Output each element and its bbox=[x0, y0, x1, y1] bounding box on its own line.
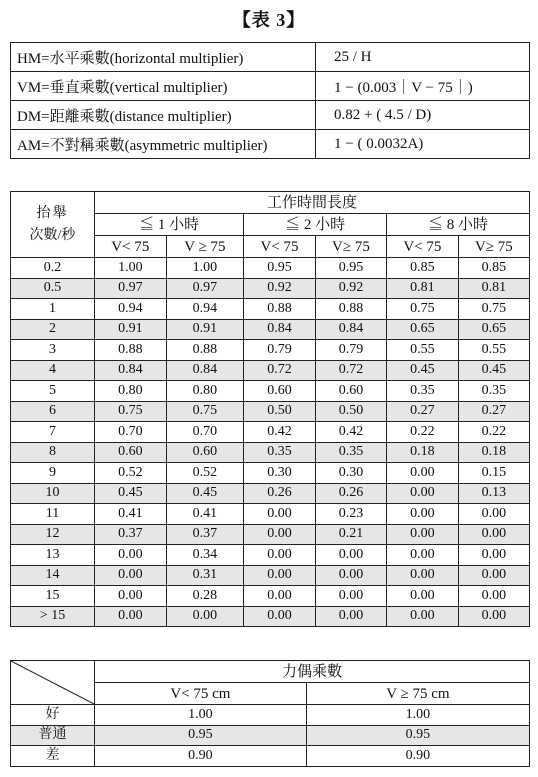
table-cell: 0.42 bbox=[315, 422, 386, 443]
row-label: 1 bbox=[11, 299, 95, 320]
table-cell: 0.55 bbox=[458, 340, 529, 361]
table-row bbox=[11, 422, 530, 443]
column-header: V≥ 75 bbox=[315, 236, 386, 258]
table-row bbox=[11, 340, 530, 361]
table-row bbox=[11, 725, 530, 746]
column-header: V< 75 bbox=[387, 236, 459, 258]
row-label: 3 bbox=[11, 340, 95, 361]
table-cell: 0.00 bbox=[244, 586, 316, 607]
table-cell: 0.37 bbox=[95, 524, 167, 545]
table-cell: 0.45 bbox=[458, 360, 529, 381]
table-cell: 0.00 bbox=[458, 524, 529, 545]
row-label: 7 bbox=[11, 422, 95, 443]
column-header: V≥ 75 bbox=[458, 236, 529, 258]
table-cell: 0.41 bbox=[166, 504, 244, 525]
row-label: 5 bbox=[11, 381, 95, 402]
table-cell: 0.22 bbox=[458, 422, 529, 443]
table-cell: 0.80 bbox=[166, 381, 244, 402]
table-cell: 0.00 bbox=[387, 545, 459, 566]
table-row bbox=[11, 360, 530, 381]
table-cell: 0.97 bbox=[166, 278, 244, 299]
duration-header: ≦ 2 小時 bbox=[244, 214, 387, 236]
row-label: 13 bbox=[11, 545, 95, 566]
table-row bbox=[11, 606, 530, 627]
table-row bbox=[11, 545, 530, 566]
row-label: 15 bbox=[11, 586, 95, 607]
table-cell: 0.81 bbox=[387, 278, 459, 299]
table-cell: 1.00 bbox=[306, 705, 529, 726]
table-cell: 0.88 bbox=[166, 340, 244, 361]
multiplier-name: HM=水平乘數(horizontal multiplier) bbox=[11, 43, 316, 72]
table-cell: 0.95 bbox=[95, 725, 307, 746]
table-cell: 0.75 bbox=[166, 401, 244, 422]
table-cell: 0.42 bbox=[244, 422, 316, 443]
diagonal-line bbox=[11, 661, 94, 704]
table-cell: 0.22 bbox=[387, 422, 459, 443]
column-header: V ≥ 75 bbox=[166, 236, 244, 258]
table-cell: 0.55 bbox=[387, 340, 459, 361]
row-header-line-1: 抬舉 bbox=[36, 205, 69, 221]
table-cell: 0.80 bbox=[95, 381, 167, 402]
table-cell: 0.65 bbox=[387, 319, 459, 340]
row-label: 14 bbox=[11, 565, 95, 586]
table-cell: 0.30 bbox=[315, 463, 386, 484]
table-cell: 0.00 bbox=[387, 606, 459, 627]
table-cell: 0.27 bbox=[387, 401, 459, 422]
table-cell: 0.65 bbox=[458, 319, 529, 340]
table-cell: 0.18 bbox=[387, 442, 459, 463]
table-cell: 0.94 bbox=[166, 299, 244, 320]
multiplier-name: AM=不對稱乘數(asymmetric multiplier) bbox=[11, 130, 316, 159]
frequency-multiplier-table bbox=[10, 191, 530, 627]
table-cell: 0.79 bbox=[244, 340, 316, 361]
table-cell: 0.88 bbox=[95, 340, 167, 361]
table-cell: 1.00 bbox=[95, 705, 307, 726]
table-cell: 0.41 bbox=[95, 504, 167, 525]
table-cell: 0.92 bbox=[315, 278, 386, 299]
table-cell: 0.45 bbox=[166, 483, 244, 504]
row-label: 12 bbox=[11, 524, 95, 545]
row-header-line-2: 次數/秒 bbox=[29, 227, 76, 243]
table-cell: 0.94 bbox=[95, 299, 167, 320]
table-cell: 0.00 bbox=[95, 565, 167, 586]
table-cell: 0.95 bbox=[244, 258, 316, 279]
table-cell: 0.00 bbox=[387, 524, 459, 545]
table-cell: 0.95 bbox=[315, 258, 386, 279]
table-cell: 0.00 bbox=[166, 606, 244, 627]
row-label: 10 bbox=[11, 483, 95, 504]
table-cell: 0.91 bbox=[166, 319, 244, 340]
table-cell: 0.00 bbox=[244, 545, 316, 566]
table-row bbox=[11, 565, 530, 586]
coupling-multiplier-table bbox=[10, 660, 530, 767]
table-cell: 0.60 bbox=[315, 381, 386, 402]
table-cell: 0.75 bbox=[458, 299, 529, 320]
table-row bbox=[11, 746, 530, 767]
column-header: V< 75 bbox=[95, 236, 167, 258]
table-cell: 0.37 bbox=[166, 524, 244, 545]
table-cell: 0.95 bbox=[306, 725, 529, 746]
multiplier-name: DM=距離乘數(distance multiplier) bbox=[11, 101, 316, 130]
table-cell: 0.15 bbox=[458, 463, 529, 484]
table-cell: 0.35 bbox=[458, 381, 529, 402]
column-header: V< 75 cm bbox=[95, 683, 307, 705]
table-cell: 0.52 bbox=[95, 463, 167, 484]
table-cell: 0.00 bbox=[95, 606, 167, 627]
column-header: V< 75 bbox=[244, 236, 316, 258]
table-cell: 0.91 bbox=[95, 319, 167, 340]
multiplier-name: VM=垂直乘數(vertical multiplier) bbox=[11, 72, 316, 101]
table-row bbox=[11, 299, 530, 320]
duration-header: ≦ 1 小時 bbox=[95, 214, 244, 236]
table-cell: 0.18 bbox=[458, 442, 529, 463]
table-cell: 0.27 bbox=[458, 401, 529, 422]
table-cell: 0.23 bbox=[315, 504, 386, 525]
table-row bbox=[11, 381, 530, 402]
table-cell: 0.13 bbox=[458, 483, 529, 504]
row-label: > 15 bbox=[11, 606, 95, 627]
table-cell: 0.75 bbox=[387, 299, 459, 320]
table-cell: 0.00 bbox=[458, 586, 529, 607]
table-cell: 0.00 bbox=[387, 565, 459, 586]
diagonal-corner-cell bbox=[11, 661, 95, 705]
row-label: 0.5 bbox=[11, 278, 95, 299]
table-cell: 0.72 bbox=[244, 360, 316, 381]
row-label: 好 bbox=[11, 705, 95, 726]
table-cell: 1.00 bbox=[166, 258, 244, 279]
table-cell: 0.88 bbox=[244, 299, 316, 320]
table-row bbox=[11, 524, 530, 545]
table-cell: 0.45 bbox=[387, 360, 459, 381]
table-cell: 0.84 bbox=[95, 360, 167, 381]
table-row bbox=[11, 43, 530, 72]
table-row bbox=[11, 586, 530, 607]
table-cell: 0.50 bbox=[315, 401, 386, 422]
row-label: 11 bbox=[11, 504, 95, 525]
table-cell: 0.26 bbox=[315, 483, 386, 504]
row-label: 普通 bbox=[11, 725, 95, 746]
table-cell: 0.00 bbox=[387, 463, 459, 484]
table-cell: 0.00 bbox=[244, 606, 316, 627]
table-cell: 0.00 bbox=[315, 606, 386, 627]
multiplier-table bbox=[10, 42, 530, 159]
table-cell: 0.72 bbox=[315, 360, 386, 381]
table-cell: 0.35 bbox=[315, 442, 386, 463]
multiplier-formula: 25 / H bbox=[316, 43, 530, 72]
table-cell: 0.97 bbox=[95, 278, 167, 299]
table-cell: 0.90 bbox=[306, 746, 529, 767]
table-row bbox=[11, 130, 530, 159]
table-row bbox=[11, 504, 530, 525]
table-cell: 0.60 bbox=[244, 381, 316, 402]
table-cell: 0.00 bbox=[458, 545, 529, 566]
table-cell: 0.60 bbox=[166, 442, 244, 463]
table-cell: 0.45 bbox=[95, 483, 167, 504]
row-label: 4 bbox=[11, 360, 95, 381]
table-cell: 0.30 bbox=[244, 463, 316, 484]
table-cell: 0.84 bbox=[166, 360, 244, 381]
row-header-cell bbox=[11, 192, 95, 258]
table-cell: 0.34 bbox=[166, 545, 244, 566]
multiplier-formula: 1 − ( 0.0032A) bbox=[316, 130, 530, 159]
table-cell: 0.00 bbox=[458, 565, 529, 586]
table-cell: 0.35 bbox=[387, 381, 459, 402]
table-cell: 0.85 bbox=[458, 258, 529, 279]
table-cell: 0.00 bbox=[95, 545, 167, 566]
table-cell: 0.00 bbox=[95, 586, 167, 607]
table-cell: 0.00 bbox=[458, 504, 529, 525]
table-row bbox=[11, 442, 530, 463]
table-row bbox=[11, 258, 530, 279]
table-row bbox=[11, 483, 530, 504]
row-label: 2 bbox=[11, 319, 95, 340]
row-label: 9 bbox=[11, 463, 95, 484]
table-cell: 0.35 bbox=[244, 442, 316, 463]
table-cell: 0.92 bbox=[244, 278, 316, 299]
column-header: V ≥ 75 cm bbox=[306, 683, 529, 705]
table-cell: 0.84 bbox=[315, 319, 386, 340]
table-cell: 0.21 bbox=[315, 524, 386, 545]
table-cell: 0.00 bbox=[244, 565, 316, 586]
table-cell: 0.00 bbox=[315, 565, 386, 586]
row-label: 8 bbox=[11, 442, 95, 463]
table-row bbox=[11, 319, 530, 340]
table-cell: 1.00 bbox=[95, 258, 167, 279]
table-row bbox=[11, 278, 530, 299]
table-cell: 0.00 bbox=[244, 524, 316, 545]
table-cell: 0.70 bbox=[95, 422, 167, 443]
row-label: 6 bbox=[11, 401, 95, 422]
table-cell: 0.31 bbox=[166, 565, 244, 586]
group-header: 工作時間長度 bbox=[95, 192, 530, 214]
table-cell: 0.00 bbox=[387, 483, 459, 504]
duration-header: ≦ 8 小時 bbox=[387, 214, 530, 236]
table-row bbox=[11, 463, 530, 484]
group-header: 力偶乘數 bbox=[95, 661, 530, 683]
table-row bbox=[11, 72, 530, 101]
table-cell: 0.00 bbox=[315, 586, 386, 607]
table-cell: 0.00 bbox=[387, 586, 459, 607]
table-title: 【表 3】 bbox=[232, 10, 306, 30]
table-cell: 0.52 bbox=[166, 463, 244, 484]
table-cell: 0.88 bbox=[315, 299, 386, 320]
table-cell: 0.81 bbox=[458, 278, 529, 299]
multiplier-formula: 1 − (0.003｜V − 75｜) bbox=[316, 72, 530, 101]
table-cell: 0.70 bbox=[166, 422, 244, 443]
table-cell: 0.28 bbox=[166, 586, 244, 607]
table-cell: 0.84 bbox=[244, 319, 316, 340]
table-cell: 0.50 bbox=[244, 401, 316, 422]
row-label: 差 bbox=[11, 746, 95, 767]
table-cell: 0.75 bbox=[95, 401, 167, 422]
table-cell: 0.00 bbox=[315, 545, 386, 566]
table-cell: 0.00 bbox=[458, 606, 529, 627]
table-row bbox=[11, 401, 530, 422]
table-cell: 0.90 bbox=[95, 746, 307, 767]
table-cell: 0.85 bbox=[387, 258, 459, 279]
multiplier-formula: 0.82 + ( 4.5 / D) bbox=[316, 101, 530, 130]
table-cell: 0.60 bbox=[95, 442, 167, 463]
row-label: 0.2 bbox=[11, 258, 95, 279]
table-row bbox=[11, 705, 530, 726]
table-row bbox=[11, 101, 530, 130]
table-cell: 0.79 bbox=[315, 340, 386, 361]
table-cell: 0.00 bbox=[244, 504, 316, 525]
table-cell: 0.26 bbox=[244, 483, 316, 504]
table-cell: 0.00 bbox=[387, 504, 459, 525]
